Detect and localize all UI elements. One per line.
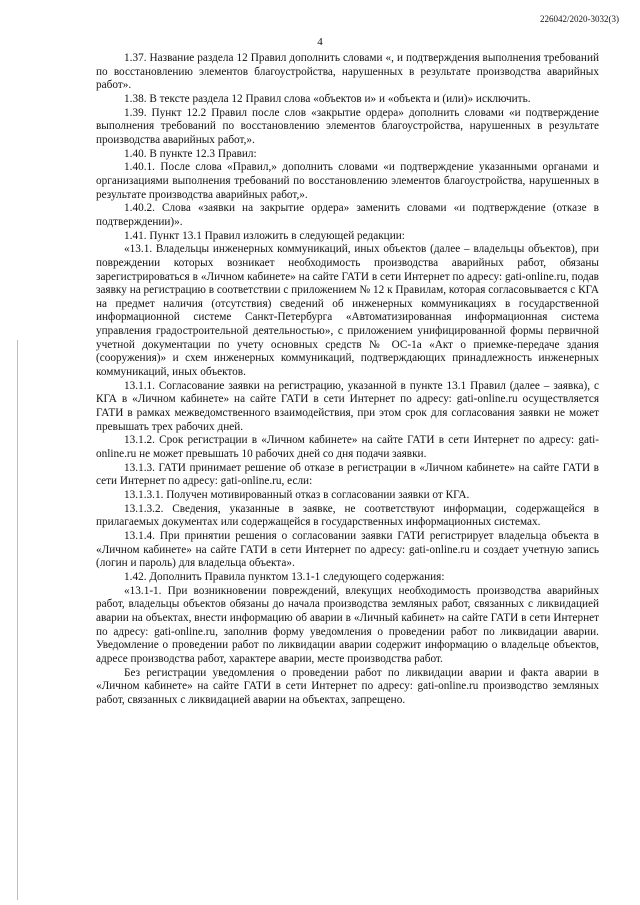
scan-edge-line (17, 340, 18, 900)
paragraph-13-1: «13.1. Владельцы инженерных коммуникаций, иных объектов (далее – владельцы объектов), при повреждении которых возникает необходимость производства аварийных работ, обязаны зарегистрироваться в «Личном кабинете» на сайте ГАТИ в сети Интернет по адресу: gati-online.ru, подав заявку на регистрацию в соответствии с приложением № 12 к Правилам, которая согласовывается с КГА на предмет наличия (отсутствия) сведений об инженерных коммуникациях в государственной информационной системе Санкт-Петербурга «Автоматизированная информационная система управления градостроительной деятельностью», с приложением унифицированной формы первичной учетной документации по учету основных средств № ОС-1а «Акт о приемке-передаче здания (сооружения)» и схем инженерных коммуникаций, подтверждающих принадлежность инженерных коммуникаций, иных объектов. (96, 243, 599, 379)
paragraph-1-42: 1.42. Дополнить Правила пунктом 13.1-1 следующего содержания: (124, 570, 445, 583)
paragraph-13-1-3: 13.1.3. ГАТИ принимает решение об отказе в регистрации в «Личном кабинете» на сайте ГАТИ в сети Интернет по адресу: gati-online.ru, если: (96, 461, 599, 488)
paragraph-13-1-4: 13.1.4. При принятии решения о согласовании заявки ГАТИ регистрирует владельца объекта в «Личном кабинете» на сайте ГАТИ в сети Интернет по адресу: gati-online.ru и создает учетную запись (логин и пароль) для владельца объекта». (96, 529, 599, 570)
paragraph-1-40-1: 1.40.1. После слова «Правил,» дополнить словами «и подтверждение указанными органами и организациями выполнения требований по восстановлению элементов благоустройства, нарушенных в результате производства аварийных работ,». (96, 161, 599, 201)
paragraph-13-1-3-1: 13.1.3.1. Получен мотивированный отказ в согласовании заявки от КГА. (124, 489, 470, 501)
document-code: 226042/2020-3032(3) (540, 14, 619, 24)
paragraph-13-1-1-new: «13.1-1. При возникновении повреждений, влекущих необходимость производства аварийных работ, владельцы объектов обязаны до начала производства земляных работ, связанных с ликвидацией аварии на объектах, внести информацию об аварии в «Личный кабинет» на сайте ГАТИ в сети Интернет по адресу: gati-online.ru, заполнив форму уведомления о проведении работ по ликвидации аварии. Уведомление о проведении работ по ликвидации аварии содержит информацию о владельце объектов, адресе производства работ, характере аварии, месте производства работ. (96, 584, 599, 665)
paragraph-1-38: 1.38. В тексте раздела 12 Правил слова «объектов и» и «объекта и (или)» исключить. (124, 92, 531, 105)
paragraph-1-40-2: 1.40.2. Слова «заявки на закрытие ордера» заменить словами «и подтверждение (отказе в подтверждении)». (96, 202, 599, 228)
paragraph-13-1-3-2: 13.1.3.2. Сведения, указанные в заявке, не соответствуют информации, содержащейся в прилагаемых документах или содержащейся в государственных информационных системах. (96, 502, 599, 529)
paragraph-13-1-1: 13.1.1. Согласование заявки на регистрацию, указанной в пункте 13.1 Правил (далее – заявка), с КГА в «Личном кабинете» на сайте ГАТИ в сети Интернет по адресу: gati-online.ru осуществляется ГАТИ в рамках межведомственного взаимодействия, при этом срок для согласования заявки не может превышать трех рабочих дней. (96, 379, 599, 433)
paragraph-1-41: 1.41. Пункт 13.1 Правил изложить в следующей редакции: (124, 229, 405, 242)
paragraph-1-37: 1.37. Название раздела 12 Правил дополнить словами «, и подтверждения выполнения требований по восстановлению элементов благоустройства, нарушенных в результате производства аварийных работ». (96, 52, 599, 92)
document-body (96, 52, 599, 708)
paragraph-1-39: 1.39. Пункт 12.2 Правил после слов «закрытие ордера» дополнить словами «и подтверждение выполнения требований по восстановлению элементов благоустройства, нарушенных в результате производства аварийных работ,». (96, 106, 599, 146)
paragraph-1-40: 1.40. В пункте 12.3 Правил: (124, 147, 257, 160)
page-number: 4 (317, 36, 323, 48)
paragraph-registration-requirement: Без регистрации уведомления о проведении работ по ликвидации аварии и факта аварии в «Личном кабинете» на сайте ГАТИ в сети Интернет по адресу: gati-online.ru производство земляных работ, связанных с ликвидацией аварии на объектах, запрещено. (96, 666, 599, 706)
paragraph-13-1-2: 13.1.2. Срок регистрации в «Личном кабинете» на сайте ГАТИ в сети Интернет по адресу: gati-online.ru не может превышать 10 рабочих дней со дня подачи заявки. (96, 434, 599, 461)
